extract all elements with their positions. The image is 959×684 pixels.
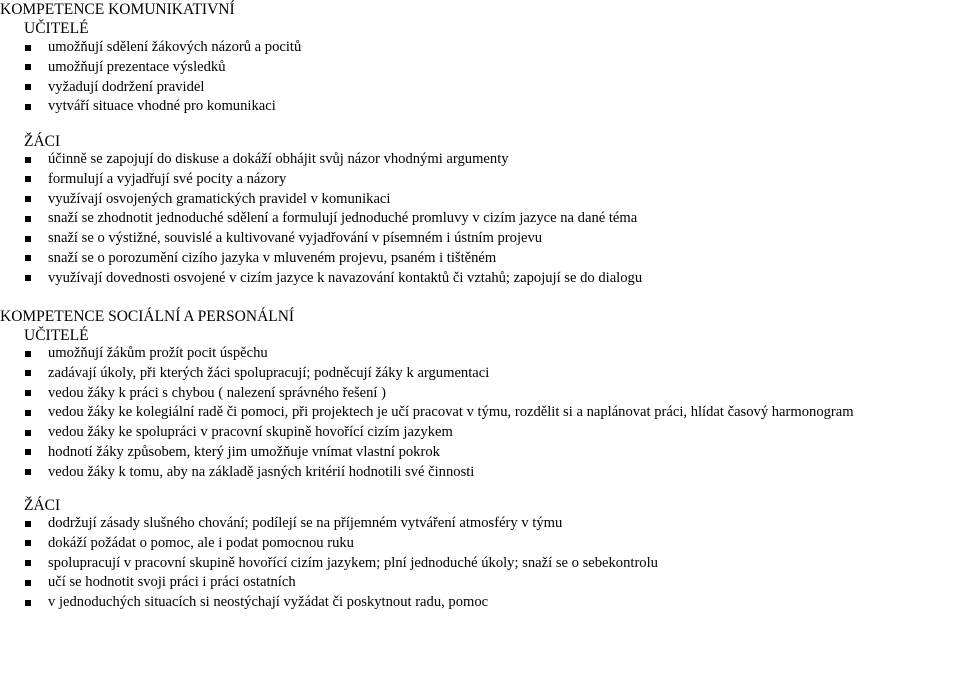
square-bullet-icon — [25, 540, 31, 546]
list-item: dokáží požádat o pomoc, ale i podat pomocnou ruku — [24, 534, 658, 554]
square-bullet-icon — [25, 64, 31, 70]
section-title-communicative: KOMPETENCE KOMUNIKATIVNÍ — [0, 1, 235, 18]
square-bullet-icon — [25, 521, 31, 527]
students-list — [24, 514, 658, 613]
list-item: vyžadují dodržení pravidel — [24, 78, 301, 98]
list-item: vedou žáky ke spolupráci v pracovní skupině hovořící cizím jazykem — [24, 423, 854, 443]
list-item: formulují a vyjadřují své pocity a názory — [24, 170, 642, 190]
students-heading: ŽÁCI — [24, 497, 61, 514]
square-bullet-icon — [25, 176, 31, 182]
list-item: vedou žáky k tomu, aby na základě jasných kritérií hodnotili své činnosti — [24, 463, 854, 483]
square-bullet-icon — [25, 469, 31, 475]
square-bullet-icon — [25, 45, 31, 51]
list-item: snaží se zhodnotit jednoduché sdělení a formulují jednoduché promluvy v cizím jazyce na dané téma — [24, 209, 642, 229]
teachers-list — [24, 344, 854, 483]
list-item: využívají osvojených gramatických pravidel v komunikaci — [24, 190, 642, 210]
square-bullet-icon — [25, 275, 31, 281]
square-bullet-icon — [25, 410, 31, 416]
list-item: umožňují prezentace výsledků — [24, 58, 301, 78]
square-bullet-icon — [25, 236, 31, 242]
list-item: dodržují zásady slušného chování; podílejí se na příjemném vytváření atmosféry v týmu — [24, 514, 658, 534]
square-bullet-icon — [25, 84, 31, 90]
teachers-heading: UČITELÉ — [24, 20, 89, 37]
square-bullet-icon — [25, 104, 31, 110]
students-heading: ŽÁCI — [24, 133, 61, 150]
list-item: vedou žáky ke kolegiální radě či pomoci, při projektech je učí pracovat v týmu, rozdělit si a naplánovat práci, hlídat časový harmonogram — [24, 403, 854, 423]
section-title-social-personal: KOMPETENCE SOCIÁLNÍ A PERSONÁLNÍ — [0, 308, 295, 325]
square-bullet-icon — [25, 216, 31, 222]
square-bullet-icon — [25, 351, 31, 357]
list-item: vytváří situace vhodné pro komunikaci — [24, 97, 301, 117]
square-bullet-icon — [25, 430, 31, 436]
list-item: zadávají úkoly, při kterých žáci spolupracují; podněcují žáky k argumentaci — [24, 364, 854, 384]
list-item: využívají dovednosti osvojené v cizím jazyce k navazování kontaktů či vztahů; zapojují se do dialogu — [24, 269, 642, 289]
square-bullet-icon — [25, 449, 31, 455]
students-list — [24, 150, 642, 289]
list-item: snaží se o výstižné, souvislé a kultivované vyjadřování v písemném i ústním projevu — [24, 229, 642, 249]
list-item: spolupracují v pracovní skupině hovořící cizím jazykem; plní jednoduché úkoly; snaží se o sebekontrolu — [24, 554, 658, 574]
square-bullet-icon — [25, 560, 31, 566]
list-item: vedou žáky k práci s chybou ( nalezení správného řešení ) — [24, 384, 854, 404]
teachers-list — [24, 38, 301, 117]
square-bullet-icon — [25, 580, 31, 586]
square-bullet-icon — [25, 255, 31, 261]
list-item: v jednoduchých situacích si neostýchají vyžádat či poskytnout radu, pomoc — [24, 593, 658, 613]
list-item: účinně se zapojují do diskuse a dokáží obhájit svůj názor vhodnými argumenty — [24, 150, 642, 170]
list-item: hodnotí žáky způsobem, který jim umožňuje vnímat vlastní pokrok — [24, 443, 854, 463]
list-item: umožňují sdělení žákových názorů a pocitů — [24, 38, 301, 58]
list-item: učí se hodnotit svoji práci i práci ostatních — [24, 573, 658, 593]
square-bullet-icon — [25, 196, 31, 202]
square-bullet-icon — [25, 370, 31, 376]
square-bullet-icon — [25, 600, 31, 606]
list-item: snaží se o porozumění cizího jazyka v mluveném projevu, psaném i tištěném — [24, 249, 642, 269]
teachers-heading: UČITELÉ — [24, 327, 89, 344]
square-bullet-icon — [25, 157, 31, 163]
square-bullet-icon — [25, 390, 31, 396]
list-item: umožňují žákům prožít pocit úspěchu — [24, 344, 854, 364]
